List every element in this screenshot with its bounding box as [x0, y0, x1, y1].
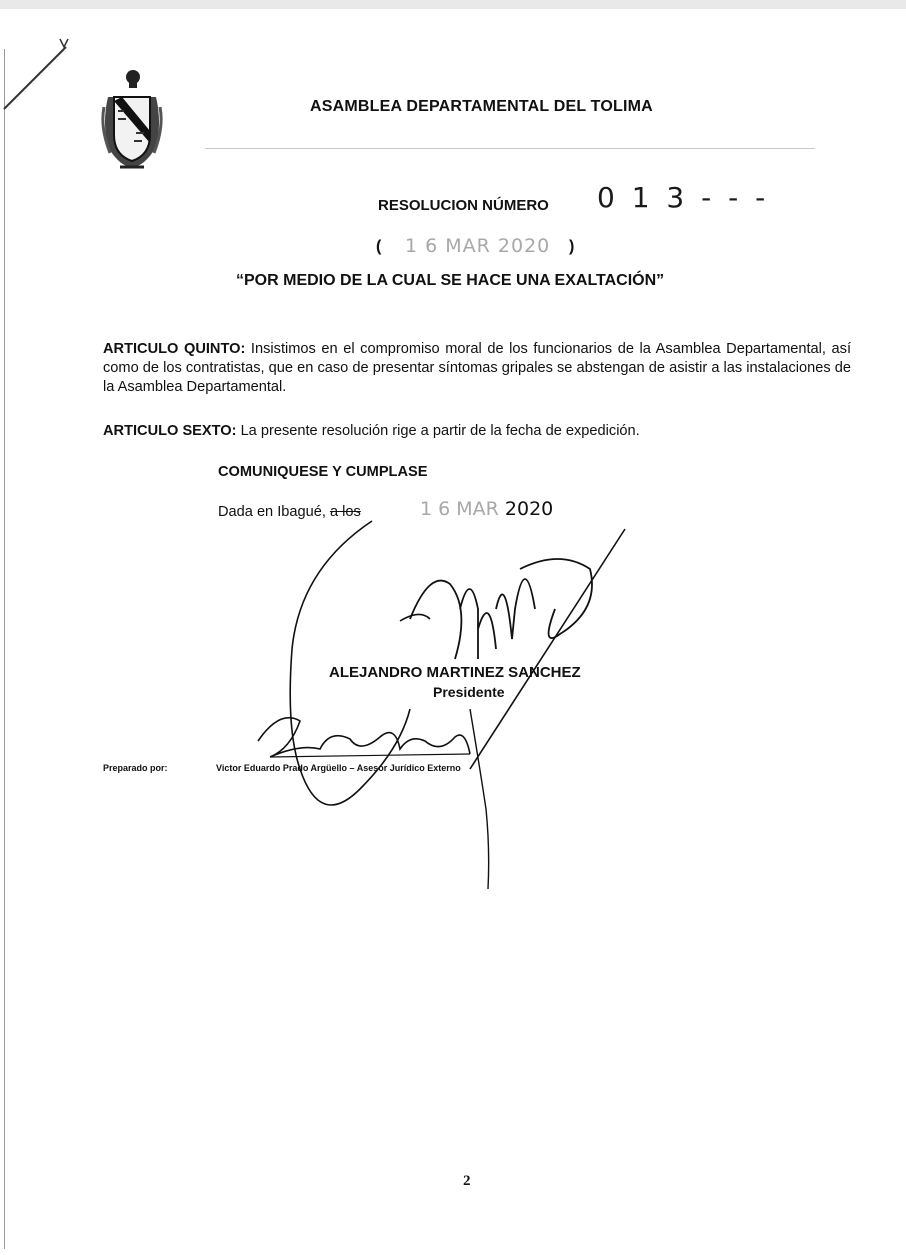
issued-date-year: 2020 — [504, 498, 554, 520]
signer-name: ALEJANDRO MARTINEZ SANCHEZ — [329, 664, 581, 681]
coat-of-arms-icon — [100, 67, 164, 173]
handwritten-signature-marks — [0, 9, 906, 1255]
article-quinto-text: Insistimos en el compromiso moral de los funcionarios de la Asamblea Departamental, así como de los contratistas, que en caso de presentar síntomas gripales se abstengan de asistir a las instalaciones de la Asamblea Departamental. — [103, 341, 851, 395]
signer-role: Presidente — [433, 684, 505, 700]
article-quinto — [103, 340, 851, 397]
organization-title: ASAMBLEA DEPARTAMENTAL DEL TOLIMA — [310, 98, 653, 115]
scan-marks — [0, 9, 906, 1255]
article-quinto-label: ARTICULO QUINTO: — [103, 341, 246, 357]
prepared-by-text: Victor Eduardo Prado Argüello – Asesor Jurídico Externo — [216, 763, 461, 773]
prepared-by-label: Preparado por: — [103, 763, 168, 773]
document-page — [0, 9, 906, 1255]
page-number: 2 — [463, 1173, 471, 1189]
issued-date-faded: 1 6 MAR — [420, 498, 505, 520]
scan-edge-line — [4, 49, 5, 1249]
issued-place-suffix: a los — [329, 504, 361, 520]
date-paren-open: ( — [376, 238, 382, 255]
issued-place-prefix: Dada en Ibagué, — [218, 504, 330, 520]
issued-date-stamp — [420, 498, 553, 520]
resolution-subject: “POR MEDIO DE LA CUAL SE HACE UNA EXALTACIÓN” — [236, 272, 665, 289]
article-sexto — [103, 422, 851, 441]
resolution-number: 0 1 3 - - - — [597, 181, 770, 214]
resolution-label: RESOLUCION NÚMERO — [378, 197, 549, 214]
date-paren-close: ) — [569, 238, 575, 255]
closing-formula: COMUNIQUESE Y CUMPLASE — [218, 464, 428, 480]
issued-place — [218, 504, 361, 520]
date-stamp: 1 6 MAR 2020 — [405, 235, 551, 257]
header-rule — [205, 148, 815, 149]
article-sexto-label: ARTICULO SEXTO: — [103, 423, 237, 439]
article-sexto-text: La presente resolución rige a partir de la fecha de expedición. — [236, 423, 640, 439]
